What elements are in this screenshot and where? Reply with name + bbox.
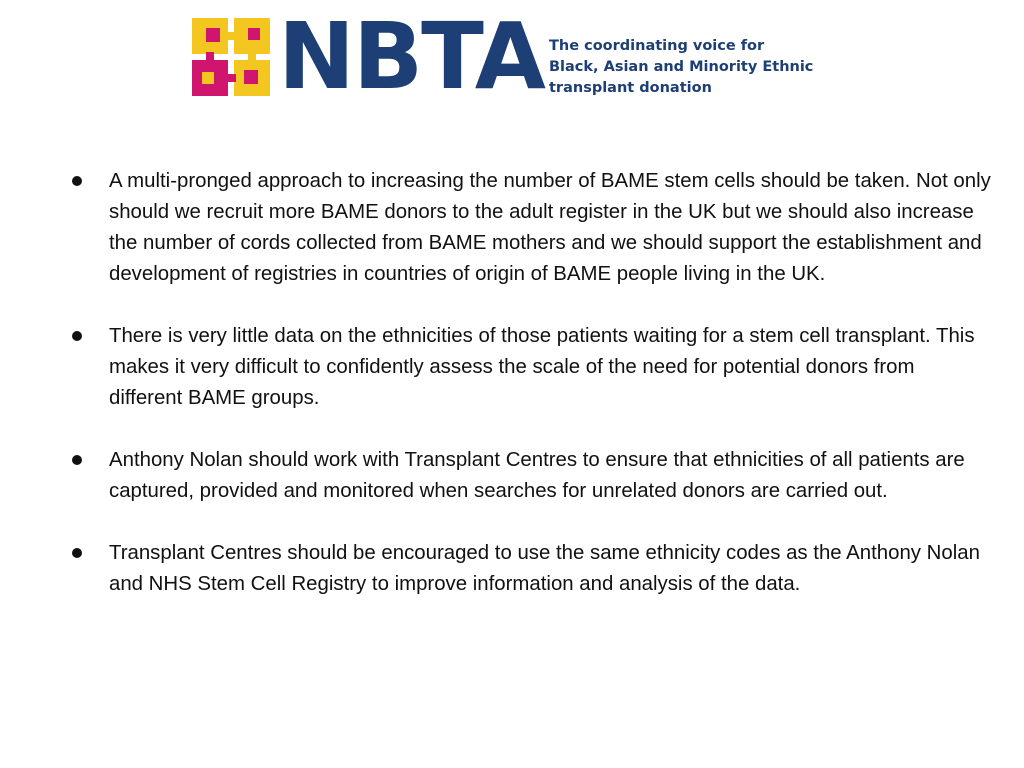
tagline-line: Black, Asian and Minority Ethnic (549, 59, 814, 75)
bullet-list (72, 166, 992, 631)
bullet-item (72, 538, 992, 600)
bullet-text: Transplant Centres should be encouraged to use the same ethnicity codes as the Anthony Nolan and NHS Stem Cell Registry to improve information and analysis of the data. (109, 542, 980, 595)
bullet-item (72, 321, 992, 414)
nbta-wordmark: NBTA (278, 3, 544, 110)
tagline-line: The coordinating voice for (549, 38, 765, 54)
bullet-text: Anthony Nolan should work with Transplant Centres to ensure that ethnicities of all patients are captured, provided and monitored when searches for unrelated donors are carried out. (109, 449, 965, 502)
bullet-text: A multi-pronged approach to increasing the number of BAME stem cells should be taken. Not only should we recruit more BAME donors to the adult register in the UK but we should also increase the number of cords collected from BAME mothers and we should support the establishment and development of registries in countries of origin of BAME people living in the UK. (109, 170, 991, 285)
tagline (549, 36, 849, 99)
bullet-dot-icon (72, 176, 82, 186)
bullet-text: There is very little data on the ethnicities of those patients waiting for a stem cell transplant. This makes it very difficult to confidently assess the scale of the need for potential donors from different BAME groups. (109, 325, 975, 409)
bullet-dot-icon (72, 331, 82, 341)
bullet-dot-icon (72, 548, 82, 558)
nbta-header (192, 3, 842, 110)
puzzle-logo-icon (192, 18, 272, 98)
tagline-line: transplant donation (549, 80, 712, 96)
bullet-item (72, 445, 992, 507)
bullet-dot-icon (72, 455, 82, 465)
bullet-item (72, 166, 992, 290)
